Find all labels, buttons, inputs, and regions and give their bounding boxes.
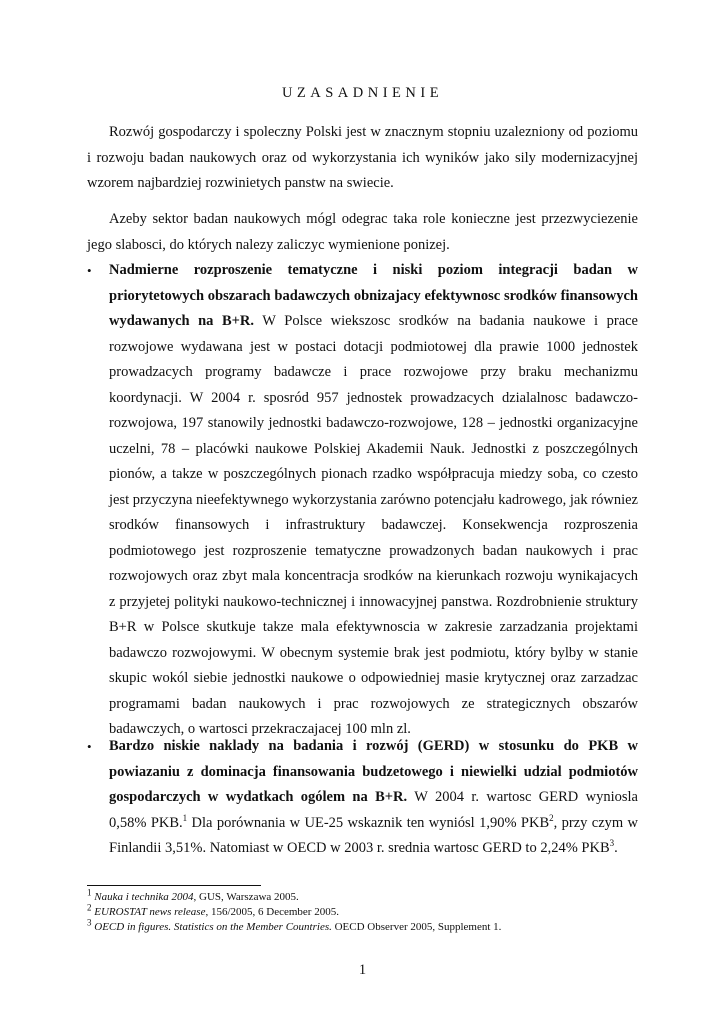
footnote-details: , GUS, Warszawa 2005. bbox=[193, 891, 299, 903]
footnote-source: OECD in figures. Statistics on the Member Countries. bbox=[94, 921, 332, 933]
paragraph-weaknesses bbox=[87, 207, 638, 258]
footnotes bbox=[87, 887, 647, 935]
bullet-body: W 2004 r. wartosc GERD wyniosla 0,58% PKB. bbox=[109, 789, 638, 831]
bullet-heading: Nadmierne rozproszenie tematyczne i niski poziom integracji badan w priorytetowych obszarach badawczych obnizajacy efektywnosc srodków finansowych wydawanych na B+R. bbox=[109, 262, 638, 329]
footnote-details: , 156/2005, 6 December 2005. bbox=[205, 906, 339, 918]
bullet-body: W Polsce wiekszosc srodków na badania naukowe i prace rozwojowe wydawana jest w postaci dotacji podmiotowej dla prawie 1000 jednostek prowadzacych programy badawcze i prace rozwojowe przy braku mechanizmu koordynacji. W 2004 r. sposród 957 jednostek prowadzacych dzialalnosc badawczo-rozwojowa, 197 stanowily jednostki badawczo-rozwojowe, 128 – jednostki organizacyjne uczelni, 78 – placówki naukowe Polskiej Akademii Nauk. Jednostki z poszczególnych pionów, a takze w poszczególnych pionach rzadko współpracuja miedzy soba, co czesto jest przyczyna nieefektywnego wykorzystania zarówno potencjału kadrowego, jak równiez srodków finansowych i infrastruktury badawczej. Konsekwencja rozproszenia podmiotowego jest rozproszenie tematyczne prowadzonych badan naukowych i prac rozwojowych oraz zbyt mala koncentracja srodków na kierunkach rozwoju wynikajacych z przyjetej polityki naukowo-technicznej i innowacyjnej panstwa. Rozdrobnienie struktury B+R w Polsce skutkuje takze mala efektywnoscia w zakresie zarzadzania projektami badawczo rozwojowymi. W obecnym systemie brak jest podmiotu, który bylby w stanie skupic wokól siebie jednostki naukowe o odpowiedniej masie krytycznej oraz zarzadzac programami badan naukowych i prac rozwojowych ze strategicznych obszarów badawczych, o wartosci przekraczajacej 100 mln zl. bbox=[109, 313, 638, 737]
footnote bbox=[87, 917, 647, 935]
footnote-source: EUROSTAT news release bbox=[94, 906, 206, 918]
page-number: 1 bbox=[358, 962, 367, 978]
bullet-icon: • bbox=[87, 263, 92, 278]
footnote-source: Nauka i technika 2004 bbox=[94, 891, 194, 903]
footnote-ref[interactable]: 3 bbox=[609, 838, 615, 849]
paragraph-text: Azeby sektor badan naukowych mógl odegrac taka role konieczne jest przezwyciezenie jego slabosci, do których nalezy zaliczyc wymienione ponizej. bbox=[87, 211, 638, 253]
bullet-body: . bbox=[614, 840, 618, 856]
footnote-ref[interactable]: 2 bbox=[549, 812, 554, 823]
bullet-content bbox=[109, 258, 638, 743]
bullet-item-gerd bbox=[87, 734, 638, 862]
footnote-details: OECD Observer 2005, Supplement 1. bbox=[331, 921, 502, 933]
paragraph-intro bbox=[87, 120, 638, 197]
bullet-item-fragmentation bbox=[87, 258, 638, 743]
footnote-number: 3 bbox=[87, 917, 92, 928]
footnote bbox=[87, 887, 647, 905]
footnote-ref[interactable]: 1 bbox=[182, 812, 188, 823]
footnote-number: 2 bbox=[87, 902, 92, 913]
bullet-heading: Bardzo niskie naklady na badania i rozwój (GERD) w stosunku do PKB w powiazaniu z dominacja finansowania budzetowego i niewielki udzial podmiotów gospodarczych w wydatkach ogólem na B+R. bbox=[109, 738, 638, 805]
footnote-divider bbox=[87, 885, 261, 886]
footnote bbox=[87, 902, 647, 920]
bullet-body: , przy czym w Finlandii 3,51%. Natomiast w OECD w 2003 r. srednia wartosc GERD to 2,24% PKB bbox=[109, 814, 639, 856]
bullet-content bbox=[109, 734, 638, 862]
document-title: UZASADNIENIE bbox=[281, 85, 444, 101]
bullet-icon: • bbox=[87, 739, 92, 754]
bullet-body: Dla porównania w UE-25 wskaznik ten wyniósl 1,90% PKB bbox=[187, 814, 550, 831]
footnote-number: 1 bbox=[87, 887, 92, 898]
paragraph-text: Rozwój gospodarczy i spoleczny Polski jest w znacznym stopniu uzalezniony od poziomu i rozwoju badan naukowych oraz od wykorzystania ich wyników jako sily modernizacyjnej wzorem najbardziej rozwinietych panstw na swiecie. bbox=[87, 124, 638, 191]
